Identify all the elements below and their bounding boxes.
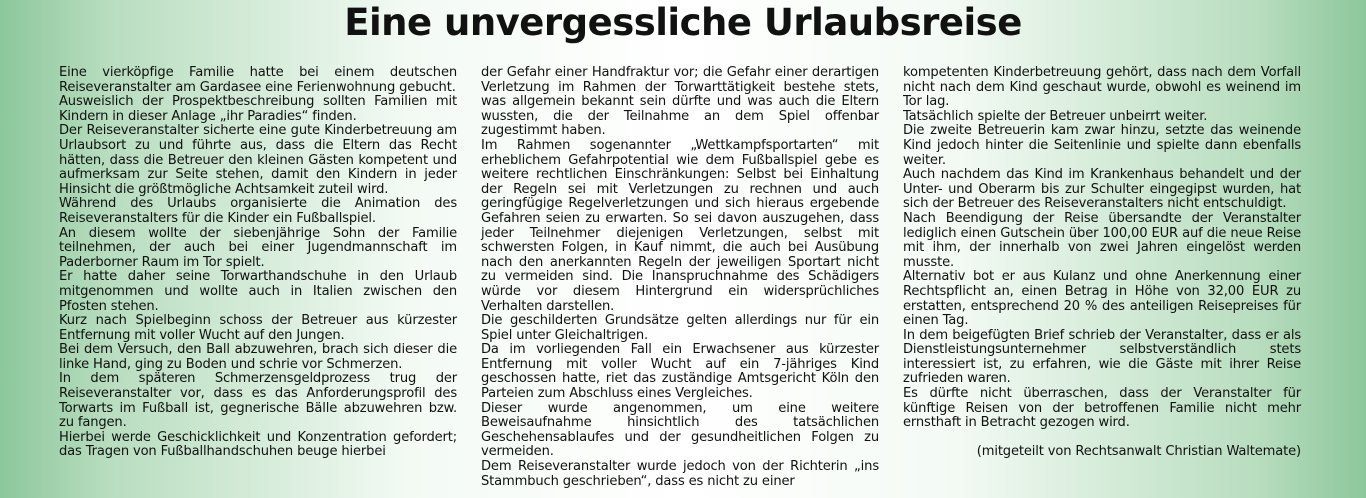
- paragraph: Ausweislich der Prospektbeschreibung sollten Familien mit Kindern in dieser Anlage „ihr Paradies“ finden.: [59, 94, 457, 124]
- paragraph: Alternativ bot er aus Kulanz und ohne Anerkennung einer Rechtspflicht an, einen Betrag in Höhe von 32,00 EUR zu erstatten, entsprechend 20 % des anteiligen Reisepreises für einen Tag.: [903, 269, 1301, 329]
- paragraph: Bei dem Versuch, den Ball abzuwehren, brach sich dieser die linke Hand, ging zu Boden und schrie vor Schmerzen.: [59, 342, 457, 372]
- paragraph: In dem späteren Schmerzensgeldprozess trug der Reiseveranstalter vor, dass es das Anforderungsprofil des Torwarts im Fußball ist, gegnerische Bälle abzuwehren bzw. zu fangen.: [59, 371, 457, 431]
- attribution: (mitgeteilt von Rechtsanwalt Christian Waltemate): [976, 443, 1301, 459]
- paragraph: Er hatte daher seine Torwarthandschuhe in den Urlaub mitgenommen und wollte auch in Italien zwischen den Pfosten stehen.: [59, 269, 457, 314]
- paragraph: Eine vierköpfige Familie hatte bei einem deutschen Reiseveranstalter am Gardasee eine Ferienwohnung gebucht.: [59, 65, 457, 95]
- paragraph: Nach Beendigung der Reise übersandte der Veranstalter lediglich einen Gutschein über 100,00 EUR auf die neue Reise mit ihm, der innerhalb von zwei Jahren eingelöst werden musste.: [903, 210, 1301, 270]
- article-column-2: [481, 66, 879, 489]
- paragraph: Die geschilderten Grundsätze gelten allerdings nur für ein Spiel unter Gleichaltrigen.: [481, 313, 879, 343]
- paragraph: Dieser wurde angenommen, um eine weitere Beweisaufnahme hinsichtlich des tatsächlichen Geschehensablaufes und der gesundheitlichen Folgen zu vermeiden.: [481, 400, 879, 460]
- paragraph: An diesem wollte der siebenjährige Sohn der Familie teilnehmen, der auch bei einer Jugendmannschaft im Paderborner Raum im Tor spielt.: [59, 225, 457, 270]
- article-title: Eine unvergessliche Urlaubsreise: [344, 1, 1022, 44]
- paragraph: Tatsächlich spielte der Betreuer unbeirrt weiter.: [903, 108, 1208, 124]
- paragraph: kompetenten Kinderbetreuung gehört, dass nach dem Vorfall nicht nach dem Kind geschaut wurde, obwohl es weinend im Tor lag.: [903, 65, 1301, 110]
- paragraph: Kurz nach Spielbeginn schoss der Betreuer aus kürzester Entfernung mit voller Wucht auf den Jungen.: [59, 313, 457, 343]
- paragraph: Im Rahmen sogenannter „Wettkampfsportarten“ mit erheblichem Gefahrpotential wie dem Fußballspiel gebe es weitere rechtlichen Einschränkungen: Selbst bei Einhaltung der Regeln sei mit Verletzungen zu rechnen und auch geringfügige Regelverletzungen und sich hieraus ergebende Gefahren seien zu erwarten. So sei davon auszugehen, dass jeder Teilnehmer diejenigen Verletzungen, selbst mit schwersten Folgen, in Kauf nimmt, die auch bei Ausübung nach den anerkannten Regeln der jeweiligen Sportart nicht zu vermeiden sind. Die Inanspruchnahme des Schädigers würde vor diesem Hintergrund ein widersprüchliches Verhalten darstellen.: [481, 137, 879, 314]
- paragraph: Dem Reiseveranstalter wurde jedoch von der Richterin „ins Stammbuch geschrieben“, dass es nicht zu einer: [481, 459, 879, 489]
- paragraph: Es dürfte nicht überraschen, dass der Veranstalter für künftige Reisen von der betroffenen Familie nicht mehr ernsthaft in Betracht gezogen wird.: [903, 386, 1301, 431]
- paragraph: Die zweite Betreuerin kam zwar hinzu, setzte das weinende Kind jedoch hinter die Seitenlinie und spielte dann ebenfalls weiter.: [903, 123, 1301, 168]
- article-column-1: [59, 66, 457, 460]
- article-column-3: [903, 66, 1301, 459]
- paragraph: Auch nachdem das Kind im Krankenhaus behandelt und der Unter- und Oberarm bis zur Schulter eingegipst wurden, hat sich der Betreuer des Reiseveranstalters nicht entschuldigt.: [903, 167, 1301, 212]
- paragraph: Da im vorliegenden Fall ein Erwachsener aus kürzester Entfernung mit voller Wucht auf ein 7-jähriges Kind geschossen hatte, riet das zuständige Amtsgericht Köln den Parteien zum Abschluss eines Vergleiches.: [481, 342, 879, 402]
- paragraph: der Gefahr einer Handfraktur vor; die Gefahr einer derartigen Verletzung im Rahmen der Torwarttätigkeit bestehe stets, was allgemein bekannt sein dürfte und was auch die Eltern wussten, die der Teilnahme an dem Spiel offenbar zugestimmt haben.: [481, 65, 879, 139]
- paragraph: Während des Urlaubs organisierte die Animation des Reiseveranstalters für die Kinder ein Fußballspiel.: [59, 196, 457, 226]
- paragraph: In dem beigefügten Brief schrieb der Veranstalter, dass er als Dienstleistungsunternehmer selbstverständlich stets interessiert ist, zu erfahren, wie die Gäste mit ihrer Reise zufrieden waren.: [903, 327, 1301, 387]
- paragraph: Hierbei werde Geschicklichkeit und Konzentration gefordert; das Tragen von Fußballhandschuhen beuge hierbei: [59, 429, 457, 460]
- paragraph: Der Reiseveranstalter sicherte eine gute Kinderbetreuung am Urlaubsort zu und führte aus, dass die Eltern das Recht hätten, dass die Betreuer den kleinen Gästen kompetent und aufmerksam zur Seite stehen, damit den Kindern in jeder Hinsicht die größtmögliche Achtsamkeit zuteil wird.: [59, 123, 457, 197]
